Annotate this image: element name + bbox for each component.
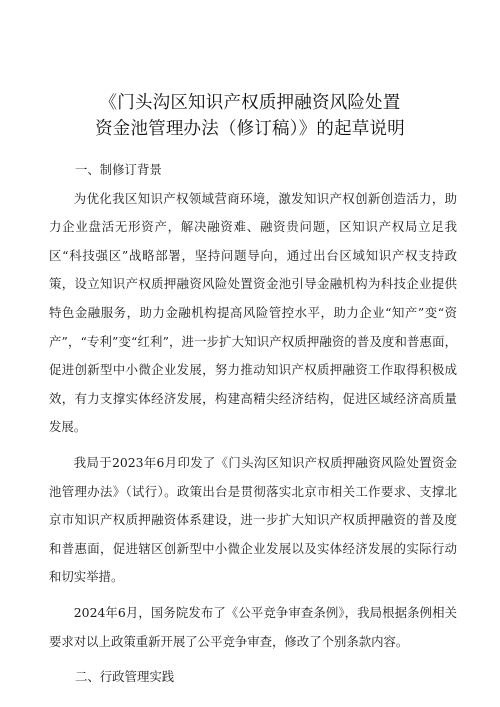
document-body [49, 156, 457, 692]
paragraph-policy-issued: 我局于2023年6月印发了《门头沟区知识产权质押融资风险处置资金池管理办法》（试行）。政策出台是贯彻落实北京市相关工作要求、支撑北京市知识产权质押融资体系建设，进一步扩大知识产权质押融资的普及度和普惠面，促进辖区创新型中小微企业发展以及实体经济发展的实际行动和切实举措。 [49, 454, 457, 585]
section-heading-practice: 二、行政管理实践 [75, 669, 175, 685]
title-line-1: 《门头沟区知识产权质押融资风险处置 [99, 93, 401, 113]
section-heading-background: 一、制修订背景 [75, 162, 162, 177]
title-line-2: 资金池管理办法（修订稿）》的起草说明 [95, 119, 405, 139]
paragraph-background: 为优化我区知识产权领域营商环境，激发知识产权创新创造活力，助力企业盘活无形资产，解决融资难、融资贵问题，区知识产权局立足我区“科技强区”战略部署，坚持问题导向，通过出台区域知识产权支持政策，设立知识产权质押融资风险处置资金池引导金融机构为科技企业提供特色金融服务，助力金融机构提高风险管控水平，助力企业“知产”变“资产”，“专利”变“红利”，进一步扩大知识产权质押融资的普及度和普惠面，促进创新型中小微企业发展，努力推动知识产权质押融资工作取得积极成效，有力支撑实体经济发展，构建高精尖经济结构，促进区域经济高质量发展。 [49, 190, 457, 435]
document-title [40, 90, 460, 142]
paragraph-competition-review: 2024年6月，国务院发布了《公平竞争审查条例》，我局根据条例相关要求对以上政策重新开展了公平竞争审查，修改了个别条款内容。 [49, 604, 457, 649]
